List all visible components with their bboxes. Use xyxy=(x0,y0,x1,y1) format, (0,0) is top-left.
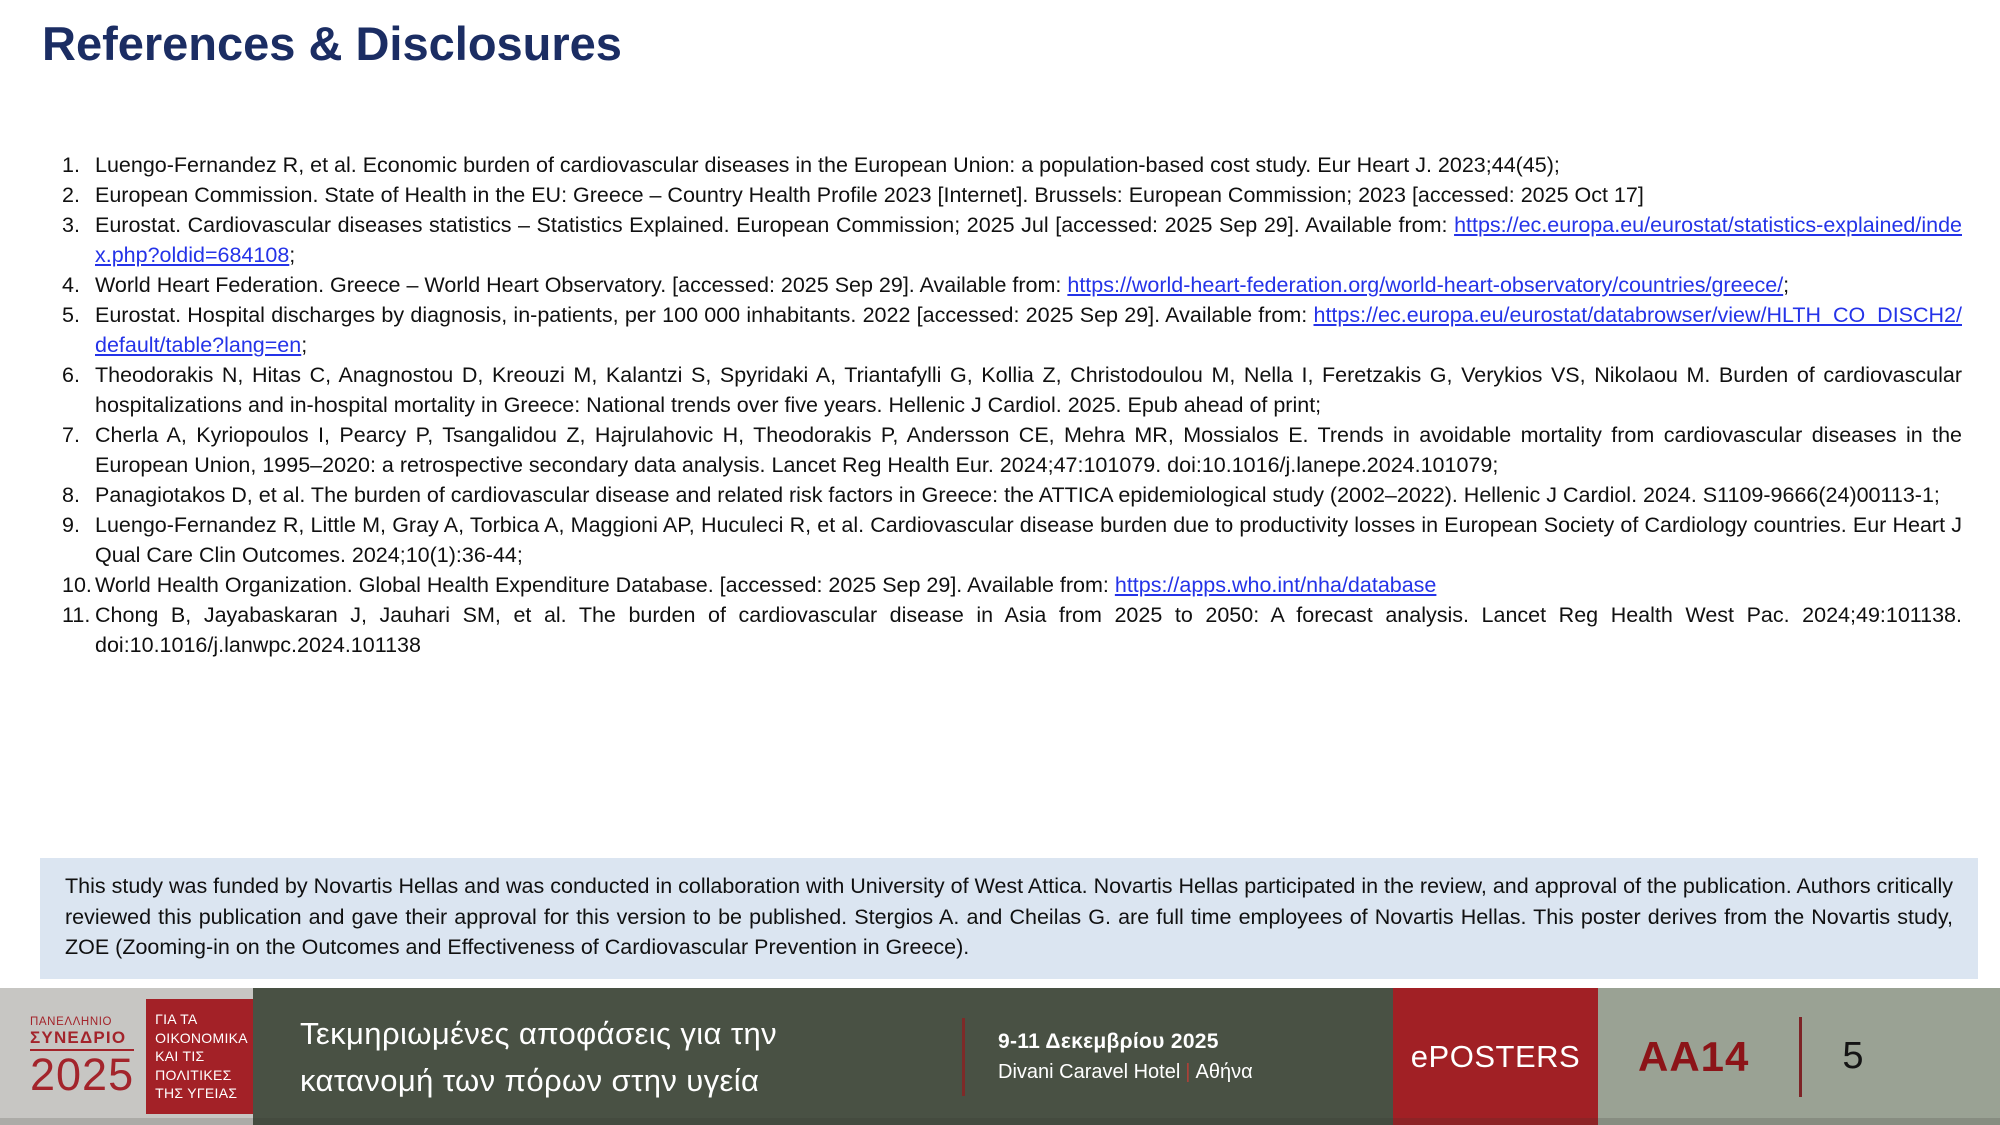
reference-text xyxy=(95,510,1962,570)
eposters-badge xyxy=(1393,988,1598,1125)
reference-item xyxy=(62,600,1962,660)
congress-motto xyxy=(253,1010,962,1104)
congress-venue xyxy=(998,1061,1253,1084)
reference-text-segment: Eurostat. Cardiovascular diseases statistics – Statistics Explained. European Commission; 2025 Jul [accessed: 2025 Sep 29]. Available from: xyxy=(95,213,1455,237)
footer-banner xyxy=(0,988,2000,1125)
disclosure-text: This study was funded by Novartis Hellas and was conducted in collaboration with University of West Attica. Novartis Hellas participated in the review, and approval of the publication. Authors critically reviewed this publication and gave their approval for this version to be published. Stergios A. and Cheilas G. are full time employees of Novartis Hellas. This poster derives from the Novartis study, ZOE (Zooming-in on the Outcomes and Effectiveness of Cardiovascular Prevention in Greece). xyxy=(65,874,1953,959)
reference-text-segment: European Commission. State of Health in the EU: Greece – Country Health Profile 2023 [Internet]. Brussels: European Commission; 2023 [accessed: 2025 Oct 17] xyxy=(95,183,1644,207)
reference-text-segment: Luengo-Fernandez R, Little M, Gray A, Torbica A, Maggioni AP, Huculeci R, et al. Cardiovascular disease burden due to productivity losses in European Society of Cardiology countries. Eur Heart J Qual Care Clin Outcomes. 2024;10(1):36-44; xyxy=(95,513,1962,567)
congress-date: 9-11 Δεκεμβρίου 2025 xyxy=(998,1029,1219,1053)
reference-link[interactable]: https://apps.who.int/nha/database xyxy=(1114,573,1437,597)
venue-separator: | xyxy=(1185,1060,1191,1083)
reference-text xyxy=(95,150,1962,180)
reference-text xyxy=(95,480,1962,510)
venue-name: Divani Caravel Hotel xyxy=(998,1060,1181,1083)
references-list xyxy=(0,150,2000,660)
disclosure-box xyxy=(40,858,1978,979)
reference-number: 8. xyxy=(62,483,80,507)
eposters-label: ePOSTERS xyxy=(1410,1038,1581,1074)
reference-text-segment: Chong B, Jayabaskaran J, Jauhari SM, et al. The burden of cardiovascular disease in Asia from 2025 to 2050: A forecast analysis. Lancet Reg Health West Pac. 2024;49:101138. doi:10.1016/j.lanwpc.2024.101138 xyxy=(95,603,1962,657)
reference-number: 2. xyxy=(62,183,80,207)
reference-text xyxy=(95,360,1962,420)
reference-text-segment: Eurostat. Hospital discharges by diagnosis, in-patients, per 100 000 inhabitants. 2022 [accessed: 2025 Sep 29]. Available from: xyxy=(95,303,1314,327)
congress-topic-box xyxy=(146,999,257,1114)
motto-line1: Τεκμηριωμένες αποφάσεις για την xyxy=(300,1015,778,1051)
reference-number: 11. xyxy=(62,603,91,627)
reference-item xyxy=(62,480,1962,510)
reference-item xyxy=(62,420,1962,480)
reference-number: 7. xyxy=(62,423,80,447)
reference-item xyxy=(62,360,1962,420)
page-title: References & Disclosures xyxy=(42,17,622,70)
reference-text xyxy=(95,270,1962,300)
reference-number: 3. xyxy=(62,213,80,237)
reference-text xyxy=(95,570,1962,600)
congress-logo-line2: ΣΥΝΕΔΡΙΟ xyxy=(30,1028,134,1051)
congress-logo-line1: ΠΑΝΕΛΛΗΝΙΟ xyxy=(30,1016,113,1028)
congress-topic-line1: ΓΙΑ ΤΑ ΟΙΚΟΝΟΜΙΚΑ xyxy=(155,1011,248,1046)
reference-text xyxy=(95,420,1962,480)
congress-topic-line3: ΤΗΣ ΥΓΕΙΑΣ xyxy=(155,1085,238,1102)
reference-item xyxy=(62,570,1962,600)
reference-text-segment: Panagiotakos D, et al. The burden of cardiovascular disease and related risk factors in Greece: the ATTICA epidemiological study (2002–2022). Hellenic J Cardiol. 2024. S1109-9666(24)00113-1; xyxy=(95,483,1940,507)
reference-text-segment: World Heart Federation. Greece – World Heart Observatory. [accessed: 2025 Sep 29]. Available from: xyxy=(95,273,1068,297)
reference-number: 9. xyxy=(62,513,80,537)
reference-text-segment: ; xyxy=(301,333,308,357)
reference-link[interactable]: https://world-heart-federation.org/world-heart-observatory/countries/greece/ xyxy=(1067,273,1784,297)
poster-code: AA14 xyxy=(1638,1032,1750,1080)
congress-date-block xyxy=(965,1030,1253,1084)
page-number: 5 xyxy=(1842,1035,1864,1077)
reference-item xyxy=(62,180,1962,210)
reference-link[interactable]: https://ec.europa.eu/eurostat/databrowser/view/HLTH_CO_DISCH2/default/table?lang=en xyxy=(95,303,1962,357)
poster-code-area xyxy=(1598,988,2000,1125)
reference-item xyxy=(62,210,1962,270)
reference-text-segment: World Health Organization. Global Health Expenditure Database. [accessed: 2025 Sep 29]. Available from: xyxy=(95,573,1115,597)
reference-text-segment: Cherla A, Kyriopoulos I, Pearcy P, Tsangalidou Z, Hajrulahovic H, Theodorakis P, Andersson CE, Mehra MR, Mossialos E. Trends in avoidable mortality from cardiovascular diseases in the European Union, 1995–2020: a retrospective secondary data analysis. Lancet Reg Health Eur. 2024;47:101079. doi:10.1016/j.lanepe.2024.101079; xyxy=(95,423,1962,477)
reference-item xyxy=(62,270,1962,300)
motto-line2: κατανομή των πόρων στην υγεία xyxy=(300,1062,760,1098)
reference-item xyxy=(62,510,1962,570)
reference-item xyxy=(62,300,1962,360)
reference-text xyxy=(95,210,1962,270)
reference-text xyxy=(95,600,1962,660)
venue-city: Αθήνα xyxy=(1195,1060,1253,1083)
reference-number: 6. xyxy=(62,363,80,387)
congress-logo-area xyxy=(0,988,253,1125)
reference-text-segment: ; xyxy=(289,243,296,267)
congress-logo-year: 2025 xyxy=(30,1049,135,1100)
reference-text-segment: ; xyxy=(1783,273,1790,297)
reference-number: 5. xyxy=(62,303,80,327)
page-number-divider xyxy=(1799,1017,1802,1097)
congress-logo xyxy=(30,1016,135,1100)
congress-motto-area xyxy=(253,988,1393,1125)
reference-number: 4. xyxy=(62,273,80,297)
reference-text xyxy=(95,180,1962,210)
reference-text-segment: Theodorakis N, Hitas C, Anagnostou D, Kreouzi M, Kalantzi S, Spyridaki A, Triantafylli G, Kollia Z, Christodoulou M, Nella I, Feretzakis G, Verykios VS, Nikolaou M. Burden of cardiovascular hospitalizations and in-hospital mortality in Greece: National trends over five years. Hellenic J Cardiol. 2025. Epub ahead of print; xyxy=(95,363,1962,417)
reference-link[interactable]: https://ec.europa.eu/eurostat/statistics-explained/index.php?oldid=684108 xyxy=(95,213,1962,267)
congress-topic-line2: ΚΑΙ ΤΙΣ ΠΟΛΙΤΙΚΕΣ xyxy=(155,1048,232,1083)
reference-item xyxy=(62,150,1962,180)
reference-number: 1. xyxy=(62,153,80,177)
reference-number: 10. xyxy=(62,573,92,597)
reference-text xyxy=(95,300,1962,360)
reference-text-segment: Luengo-Fernandez R, et al. Economic burden of cardiovascular diseases in the European Union: a population-based cost study. Eur Heart J. 2023;44(45); xyxy=(95,153,1560,177)
